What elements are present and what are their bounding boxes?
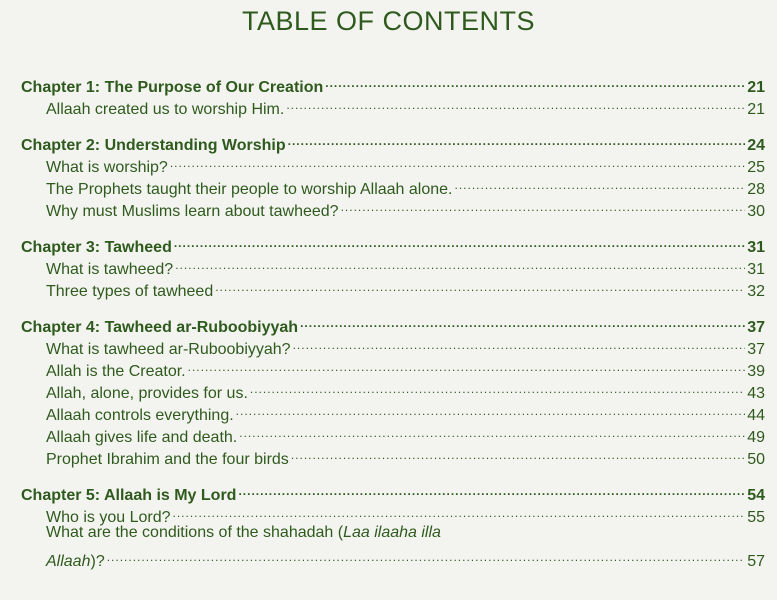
entry-title: Three types of tawheed	[46, 283, 214, 300]
chapter-heading-row[interactable]	[21, 310, 765, 336]
entry-title-part	[46, 522, 441, 544]
page-number: 54	[747, 487, 765, 504]
dot-leader	[107, 544, 745, 566]
page-number: 32	[747, 283, 765, 300]
entry-title: Allah, alone, provides for us.	[46, 385, 248, 402]
page-number: 25	[747, 159, 765, 176]
page-number: 49	[747, 429, 765, 446]
entry-title-part	[46, 551, 105, 573]
page-number: 21	[747, 101, 765, 118]
entry-title: Allaah gives life and death.	[46, 429, 238, 446]
dot-leader	[291, 442, 745, 464]
entry-title: Allah is the Creator.	[46, 363, 186, 380]
entry-text: )?	[90, 553, 105, 570]
dot-leader	[293, 332, 746, 354]
page-number: 55	[747, 509, 765, 526]
chapter-1	[21, 70, 765, 118]
entry-title: Prophet Ibrahim and the four birds	[46, 451, 289, 468]
page-number: 39	[747, 363, 765, 380]
page-number: 31	[747, 239, 765, 256]
dot-leader	[236, 398, 746, 420]
page-number: 24	[747, 137, 765, 154]
dot-leader	[325, 70, 745, 92]
chapter-2	[21, 128, 765, 220]
page-number: 28	[747, 181, 765, 198]
chapter-5	[21, 478, 765, 570]
dot-leader	[286, 92, 745, 114]
chapter-3	[21, 230, 765, 300]
dot-leader	[215, 274, 745, 296]
entry-text: What are the conditions of the shahadah (	[46, 524, 344, 541]
page-number: 30	[747, 203, 765, 220]
toc-entry-wrapped-line-1[interactable]	[21, 522, 765, 544]
dot-leader	[239, 420, 745, 442]
page-title: TABLE OF CONTENTS	[241, 6, 536, 36]
entry-text-italic: Laa ilaaha illa	[343, 524, 441, 541]
chapter-heading-row[interactable]	[21, 128, 765, 154]
entry-title: The Prophets taught their people to worship Allaah alone.	[46, 181, 453, 198]
page-number: 31	[747, 261, 765, 278]
chapter-heading: Chapter 2: Understanding Worship	[21, 137, 286, 154]
dot-leader	[174, 230, 745, 252]
entry-title: What is worship?	[46, 159, 168, 176]
chapter-heading-row[interactable]	[21, 230, 765, 256]
dot-leader	[341, 194, 746, 216]
dot-leader	[288, 128, 746, 150]
page-number: 37	[747, 319, 765, 336]
chapter-heading: Chapter 3: Tawheed	[21, 239, 172, 256]
dot-leader	[238, 478, 745, 500]
page-number: 44	[747, 407, 765, 424]
dot-leader	[250, 376, 745, 398]
entry-text-italic: Allaah	[46, 553, 91, 570]
entry-title: Allaah created us to worship Him.	[46, 101, 285, 118]
page-number: 43	[747, 385, 765, 402]
chapter-heading: Chapter 5: Allaah is My Lord	[21, 487, 237, 504]
entry-title: Allaah controls everything.	[46, 407, 234, 424]
page-number: 21	[747, 79, 765, 96]
toc-entry-wrapped-line-2[interactable]	[21, 544, 765, 570]
entry-title: Who is you Lord?	[46, 509, 171, 526]
dot-leader	[173, 500, 746, 522]
table-of-contents	[21, 70, 765, 580]
entry-title: What is tawheed ar-Ruboobiyyah?	[46, 341, 291, 358]
chapter-heading-row[interactable]	[21, 478, 765, 504]
chapter-heading: Chapter 1: The Purpose of Our Creation	[21, 79, 324, 96]
chapter-heading-row[interactable]	[21, 70, 765, 96]
page-number: 37	[747, 341, 765, 358]
dot-leader	[175, 252, 745, 274]
entry-title: Why must Muslims learn about tawheed?	[46, 203, 339, 220]
dot-leader	[300, 310, 745, 332]
chapter-4	[21, 310, 765, 468]
entry-title: What is tawheed?	[46, 261, 174, 278]
page-number: 50	[747, 451, 765, 468]
dot-leader	[170, 150, 745, 172]
dot-leader	[455, 172, 746, 194]
dot-leader	[188, 354, 746, 376]
chapter-heading: Chapter 4: Tawheed ar-Ruboobiyyah	[21, 319, 299, 336]
page-number: 57	[747, 553, 765, 570]
